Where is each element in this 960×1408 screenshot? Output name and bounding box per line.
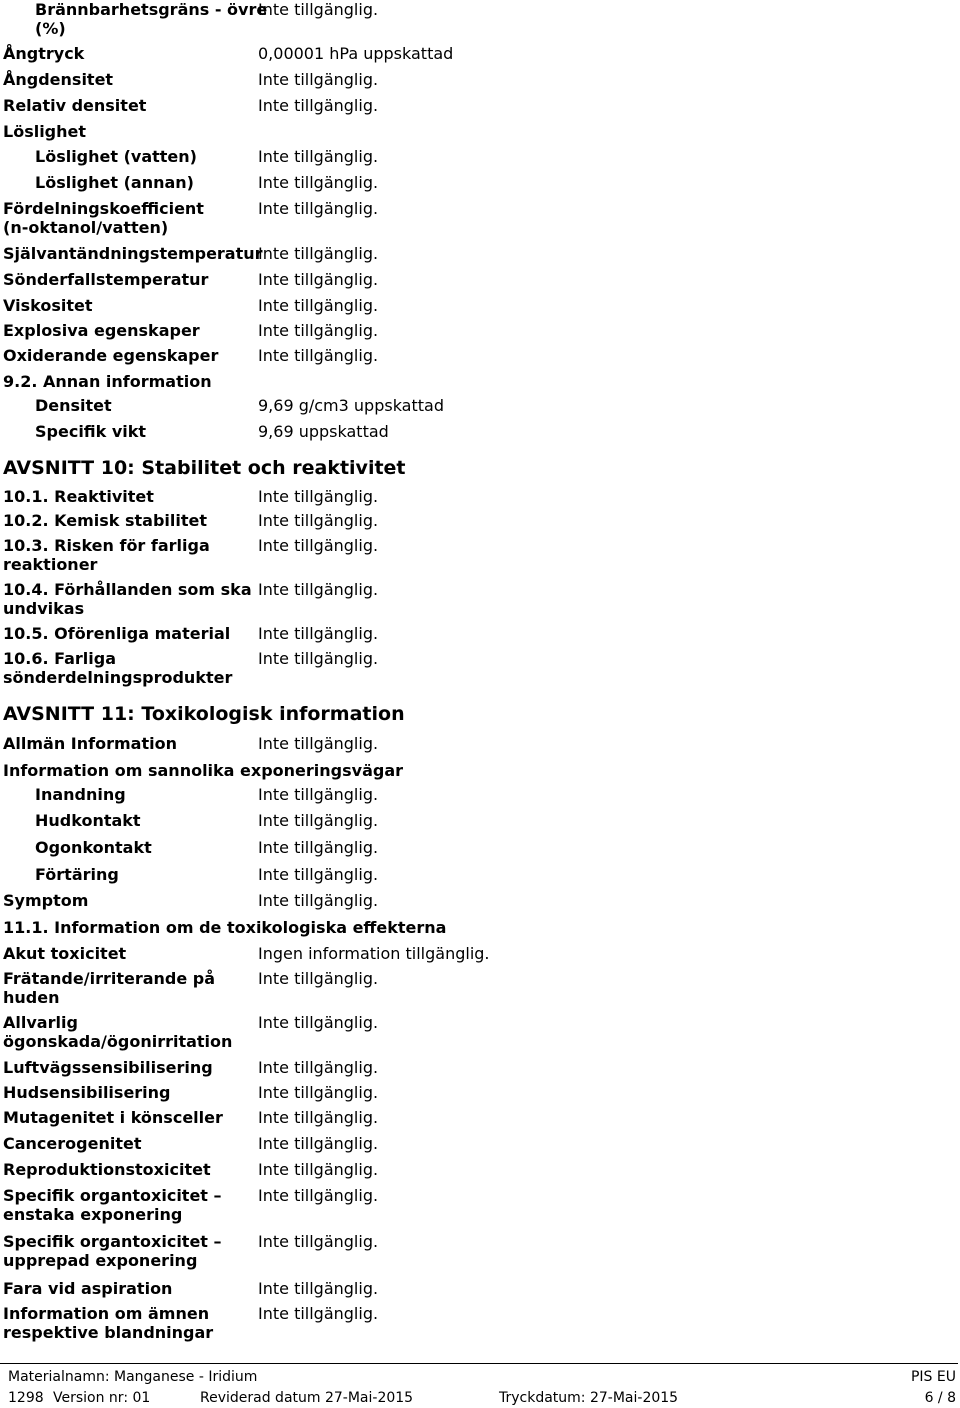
value-flammability-upper: Inte tillgänglig. — [258, 0, 379, 19]
value-oxidizing: Inte tillgänglig. — [258, 346, 379, 365]
label-eye-damage: Allvarlig — [3, 1013, 78, 1032]
label-density: Densitet — [35, 396, 112, 415]
label-partition-coefficient: Fördelningskoefficient — [3, 199, 204, 218]
label-aspiration-hazard: Fara vid aspiration — [3, 1279, 173, 1298]
value-specific-gravity: 9,69 uppskattad — [258, 422, 389, 441]
footer-divider — [0, 1363, 958, 1364]
label-eye-contact: Ogonkontakt — [35, 838, 152, 857]
label-explosive: Explosiva egenskaper — [3, 321, 200, 340]
footer-material-name: Materialnamn: Manganese - Iridium — [8, 1369, 258, 1385]
label-stot-single-2: enstaka exponering — [3, 1205, 183, 1224]
value-eye-damage: Inte tillgänglig. — [258, 1013, 379, 1032]
label-stot-repeated: Specifik organtoxicitet – — [3, 1232, 222, 1251]
value-reactivity: Inte tillgänglig. — [258, 487, 379, 506]
footer-version: Version nr: 01 — [53, 1390, 151, 1406]
label-vapour-density: Ångdensitet — [3, 70, 114, 89]
label-flammability-upper: Brännbarhetsgräns - övre — [35, 0, 268, 19]
value-autoignition: Inte tillgänglig. — [258, 244, 379, 263]
label-substance-mixture-info-2: respektive blandningar — [3, 1323, 214, 1342]
label-decomposition-temp: Sönderfallstemperatur — [3, 270, 209, 289]
label-germ-cell-mutagenicity: Mutagenitet i könsceller — [3, 1108, 223, 1127]
label-decomposition-products: 10.6. Farliga — [3, 649, 117, 668]
label-conditions-to-avoid-2: undvikas — [3, 599, 85, 618]
value-stot-repeated: Inte tillgänglig. — [258, 1232, 379, 1251]
value-substance-mixture-info: Inte tillgänglig. — [258, 1304, 379, 1323]
label-solubility-other: Löslighet (annan) — [35, 173, 194, 192]
footer-revised-date: Reviderad datum 27-Mai-2015 — [200, 1390, 414, 1406]
value-skin-contact: Inte tillgänglig. — [258, 811, 379, 830]
label-incompatible-materials: 10.5. Oförenliga material — [3, 624, 231, 643]
label-hazardous-reactions-2: reaktioner — [3, 555, 98, 574]
section-10-heading: AVSNITT 10: Stabilitet och reaktivitet — [3, 457, 406, 479]
label-skin-corrosion-2: huden — [3, 988, 60, 1007]
label-solubility: Löslighet — [3, 122, 87, 141]
label-acute-toxicity: Akut toxicitet — [3, 944, 127, 963]
label-oxidizing: Oxiderande egenskaper — [3, 346, 219, 365]
value-incompatible-materials: Inte tillgänglig. — [258, 624, 379, 643]
label-eye-damage-2: ögonskada/ögonirritation — [3, 1032, 233, 1051]
value-skin-corrosion: Inte tillgänglig. — [258, 969, 379, 988]
footer-print-date: Tryckdatum: 27-Mai-2015 — [499, 1390, 679, 1406]
label-chemical-stability: 10.2. Kemisk stabilitet — [3, 511, 208, 530]
value-carcinogenicity: Inte tillgänglig. — [258, 1134, 379, 1153]
label-skin-corrosion: Frätande/irriterande på — [3, 969, 216, 988]
label-skin-sensitization: Hudsensibilisering — [3, 1083, 171, 1102]
value-respiratory-sensitization: Inte tillgänglig. — [258, 1058, 379, 1077]
value-reproductive-toxicity: Inte tillgänglig. — [258, 1160, 379, 1179]
footer-doc-number: 1298 — [8, 1390, 44, 1406]
footer-page-number: 6 / 8 — [924, 1390, 956, 1406]
label-ingestion: Förtäring — [35, 865, 119, 884]
value-conditions-to-avoid: Inte tillgänglig. — [258, 580, 379, 599]
label-solubility-water: Löslighet (vatten) — [35, 147, 197, 166]
value-skin-sensitization: Inte tillgänglig. — [258, 1083, 379, 1102]
value-eye-contact: Inte tillgänglig. — [258, 838, 379, 857]
value-partition-coefficient: Inte tillgänglig. — [258, 199, 379, 218]
label-autoignition: Självantändningstemperatur — [3, 244, 263, 263]
subheading-exposure-routes: Information om sannolika exponeringsvägar — [3, 761, 404, 780]
value-solubility-other: Inte tillgänglig. — [258, 173, 379, 192]
label-partition-coefficient-2: (n-oktanol/vatten) — [3, 218, 169, 237]
label-carcinogenicity: Cancerogenitet — [3, 1134, 142, 1153]
label-symptoms: Symptom — [3, 891, 89, 910]
label-relative-density: Relativ densitet — [3, 96, 147, 115]
value-aspiration-hazard: Inte tillgänglig. — [258, 1279, 379, 1298]
label-stot-repeated-2: upprepad exponering — [3, 1251, 198, 1270]
value-vapour-density: Inte tillgänglig. — [258, 70, 379, 89]
label-reactivity: 10.1. Reaktivitet — [3, 487, 154, 506]
label-stot-single: Specifik organtoxicitet – — [3, 1186, 222, 1205]
label-skin-contact: Hudkontakt — [35, 811, 141, 830]
value-chemical-stability: Inte tillgänglig. — [258, 511, 379, 530]
value-inhalation: Inte tillgänglig. — [258, 785, 379, 804]
label-specific-gravity: Specifik vikt — [35, 422, 147, 441]
label-hazardous-reactions: 10.3. Risken för farliga — [3, 536, 210, 555]
label-inhalation: Inandning — [35, 785, 126, 804]
value-decomposition-temp: Inte tillgänglig. — [258, 270, 379, 289]
value-relative-density: Inte tillgänglig. — [258, 96, 379, 115]
label-respiratory-sensitization: Luftvägssensibilisering — [3, 1058, 213, 1077]
subheading-toxicological-effects: 11.1. Information om de toxikologiska effekterna — [3, 918, 447, 937]
footer-code: PIS EU — [910, 1369, 956, 1385]
value-vapour-pressure: 0,00001 hPa uppskattad — [258, 44, 454, 63]
value-decomposition-products: Inte tillgänglig. — [258, 649, 379, 668]
label-substance-mixture-info: Information om ämnen — [3, 1304, 210, 1323]
value-explosive: Inte tillgänglig. — [258, 321, 379, 340]
value-symptoms: Inte tillgänglig. — [258, 891, 379, 910]
value-viscosity: Inte tillgänglig. — [258, 296, 379, 315]
value-solubility-water: Inte tillgänglig. — [258, 147, 379, 166]
label-flammability-upper-unit: (%) — [35, 19, 66, 38]
label-decomposition-products-2: sönderdelningsprodukter — [3, 668, 233, 687]
value-general-information: Inte tillgänglig. — [258, 734, 379, 753]
value-germ-cell-mutagenicity: Inte tillgänglig. — [258, 1108, 379, 1127]
value-hazardous-reactions: Inte tillgänglig. — [258, 536, 379, 555]
label-reproductive-toxicity: Reproduktionstoxicitet — [3, 1160, 211, 1179]
subheading-other-information: 9.2. Annan information — [3, 372, 212, 391]
value-acute-toxicity: Ingen information tillgänglig. — [258, 944, 490, 963]
section-11-heading: AVSNITT 11: Toxikologisk information — [3, 703, 405, 725]
value-stot-single: Inte tillgänglig. — [258, 1186, 379, 1205]
label-vapour-pressure: Ångtryck — [3, 44, 85, 63]
label-general-information: Allmän Information — [3, 734, 177, 753]
label-conditions-to-avoid: 10.4. Förhållanden som ska — [3, 580, 252, 599]
label-viscosity: Viskositet — [3, 296, 93, 315]
value-density: 9,69 g/cm3 uppskattad — [258, 396, 444, 415]
value-ingestion: Inte tillgänglig. — [258, 865, 379, 884]
